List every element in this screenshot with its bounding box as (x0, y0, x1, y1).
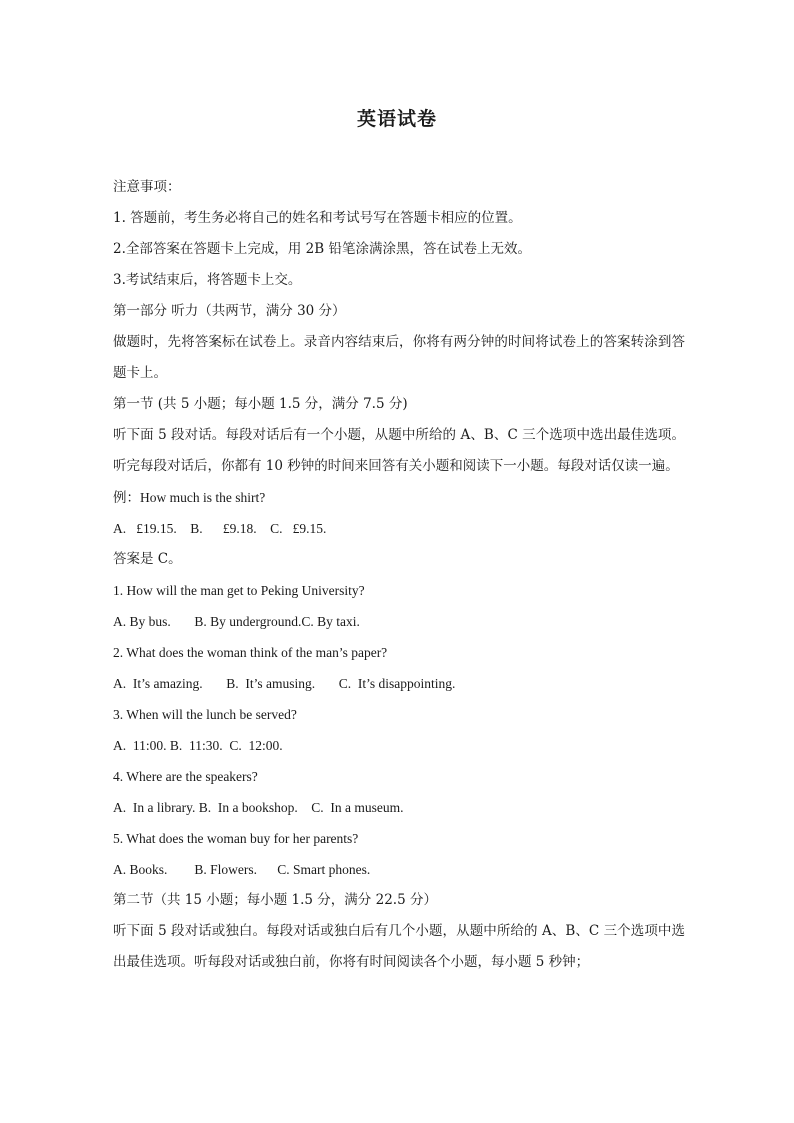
question-1: 1. How will the man get to Peking University? (113, 583, 365, 598)
example-answer: 答案是 C。 (113, 551, 182, 567)
section2-intro: 听下面 5 段对话或独白。每段对话或独白后有几个小题，从题中所给的 A、B、C 三个选项中选出最佳选项。听每段对话或独白前，你将有时间阅读各个小题，每小题 5 秒钟； (113, 923, 685, 970)
exam-content (113, 172, 685, 978)
note-item-1: 1. 答题前，考生务必将自己的姓名和考试号写在答题卡相应的位置。 (113, 210, 522, 226)
question-5-options: A. Books. B. Flowers. C. Smart phones. (113, 862, 371, 877)
section2-heading: 第二节（共 15 小题；每小题 1.5 分，满分 22.5 分） (113, 892, 437, 908)
note-item-3: 3.考试结束后，将答题卡上交。 (113, 272, 302, 288)
note-item-2: 2.全部答案在答题卡上完成，用 2B 铅笔涂满涂黑，答在试卷上无效。 (113, 241, 531, 257)
notes-heading: 注意事项： (113, 179, 181, 195)
section1-heading: 第一节 (共 5 小题；每小题 1.5 分，满分 7.5 分) (113, 396, 408, 412)
question-2: 2. What does the woman think of the man’s paper? (113, 645, 388, 660)
section1-intro: 听下面 5 段对话。每段对话后有一个小题，从题中所给的 A、B、C 三个选项中选出最佳选项。听完每段对话后，你都有 10 秒钟的时间来回答有关小题和阅读下一小题。每段对话仅读一遍。 (113, 427, 685, 474)
question-3: 3. When will the lunch be served? (113, 707, 297, 722)
question-1-options: A. By bus. B. By underground.C. By taxi. (113, 614, 360, 629)
question-3-options: A. 11:00. B. 11:30. C. 12:00. (113, 738, 283, 753)
example-question: 例：How much is the shirt? (113, 490, 266, 505)
question-4-options: A. In a library. B. In a bookshop. C. In a museum. (113, 800, 404, 815)
part1-heading: 第一部分 听力（共两节，满分 30 分） (113, 303, 346, 319)
part1-intro: 做题时，先将答案标在试卷上。录音内容结束后，你将有两分钟的时间将试卷上的答案转涂到答题卡上。 (113, 334, 685, 381)
question-2-options: A. It’s amazing. B. It’s amusing. C. It’s disappointing. (113, 676, 456, 691)
page-title: 英语试卷 (356, 108, 437, 130)
question-5: 5. What does the woman buy for her parents? (113, 831, 359, 846)
question-4: 4. Where are the speakers? (113, 769, 258, 784)
example-options: A. £19.15. B. £9.18. C. £9.15. (113, 521, 327, 536)
